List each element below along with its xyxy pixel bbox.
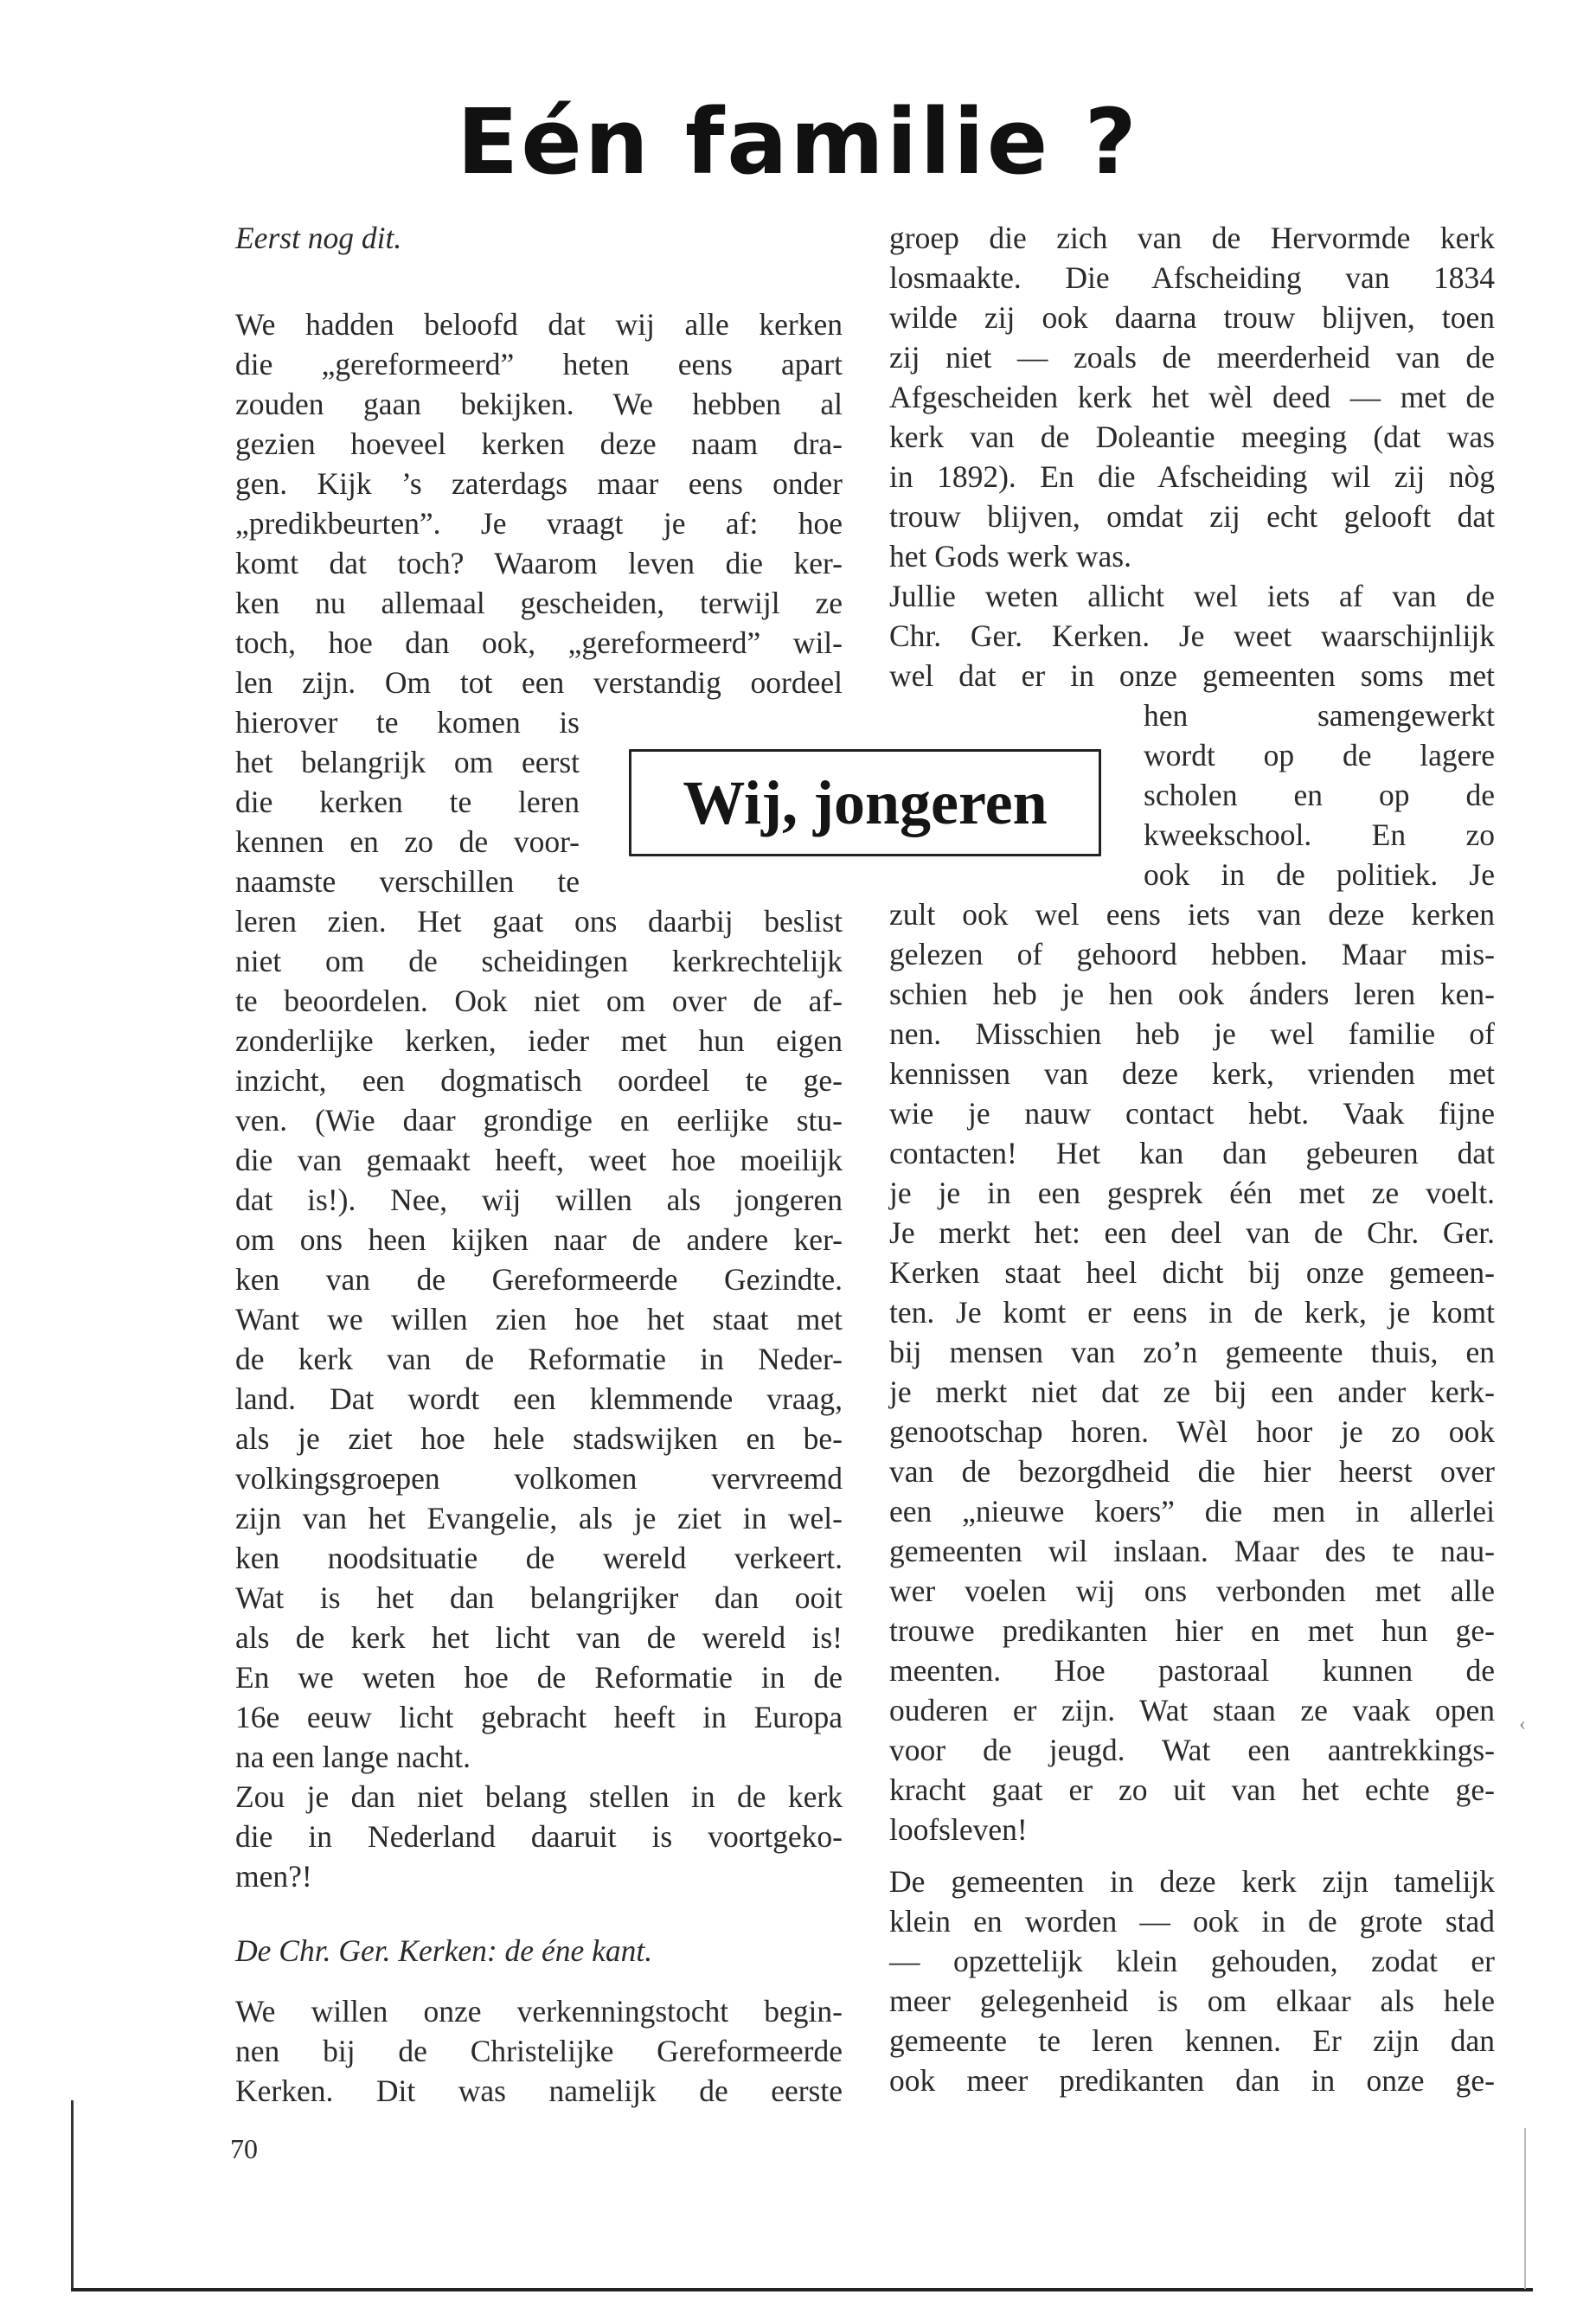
text-line: hierover te komen is xyxy=(235,705,580,740)
text-line: te beoordelen. Ook niet om over de af- xyxy=(235,984,843,1018)
text-line: dat is!). Nee, wij willen als jongeren xyxy=(235,1183,843,1217)
scan-edge-bottom xyxy=(71,2288,1533,2291)
text-line: Eerst nog dit. xyxy=(235,221,402,255)
text-line: die in Nederland daaruit is voortgeko- xyxy=(235,1819,843,1854)
text-line: ken nu allemaal gescheiden, terwijl ze xyxy=(235,586,843,620)
text-line: kracht gaat er zo uit van het echte ge- xyxy=(889,1772,1495,1807)
text-line: Afgescheiden kerk het wèl deed — met de xyxy=(889,380,1495,414)
text-line: bij mensen van zo’n gemeente thuis, en xyxy=(889,1335,1495,1369)
text-line: Wat is het dan belangrijker dan ooit xyxy=(235,1580,843,1615)
text-line: inzicht, een dogmatisch oordeel te ge- xyxy=(235,1063,843,1098)
text-line: scholen en op de xyxy=(1144,778,1495,812)
text-line: len zijn. Om tot een verstandig oordeel xyxy=(235,665,843,700)
section-box-heading: Wij, jongeren xyxy=(629,749,1101,856)
text-line: zult ook wel eens iets van deze kerken xyxy=(889,897,1495,932)
text-line: Want we willen zien hoe het staat met xyxy=(235,1302,843,1336)
text-line: ouderen er zijn. Wat staan ze vaak open xyxy=(889,1693,1495,1727)
text-line: wordt op de lagere xyxy=(1144,738,1495,772)
text-line: die van gemaakt heeft, weet hoe moeilijk xyxy=(235,1143,843,1177)
text-line: als je ziet hoe hele stadswijken en be- xyxy=(235,1421,843,1456)
text-line: voor de jeugd. Wat een aantrekkings- xyxy=(889,1733,1495,1767)
text-line: groep die zich van de Hervormde kerk xyxy=(889,221,1495,255)
text-line: gemeenten wil inslaan. Maar des te nau- xyxy=(889,1534,1495,1568)
text-line: ken van de Gereformeerde Gezindte. xyxy=(235,1262,843,1297)
page-number: 70 xyxy=(230,2133,258,2164)
text-line: Chr. Ger. Kerken. Je weet waarschijnlijk xyxy=(889,619,1495,653)
text-line: Kerken. Dit was namelijk de eerste xyxy=(235,2073,843,2108)
text-line: kennen en zo de voor- xyxy=(235,824,580,859)
text-line: wie je nauw contact hebt. Vaak fijne xyxy=(889,1096,1495,1131)
text-line: wel dat er in onze gemeenten soms met xyxy=(889,658,1495,693)
text-line: gezien hoeveel kerken deze naam dra- xyxy=(235,426,843,461)
text-line: 16e eeuw licht gebracht heeft in Europa xyxy=(235,1700,843,1734)
text-line: hen samengewerkt xyxy=(1144,698,1495,733)
text-line: ven. (Wie daar grondige en eerlijke stu- xyxy=(235,1103,843,1138)
text-line: kweekschool. En zo xyxy=(1144,817,1495,852)
text-line: zonderlijke kerken, ieder met hun eigen xyxy=(235,1023,843,1058)
text-line: een „nieuwe koers” die men in allerlei xyxy=(889,1494,1495,1529)
text-line: kennissen van deze kerk, vrienden met xyxy=(889,1056,1495,1091)
text-line: meer gelegenheid is om elkaar als hele xyxy=(889,1984,1495,2018)
text-line: zij niet — zoals de meerderheid van de xyxy=(889,340,1495,375)
text-line: trouw blijven, omdat zij echt gelooft dat xyxy=(889,499,1495,534)
text-line: Kerken staat heel dicht bij onze gemeen- xyxy=(889,1255,1495,1290)
text-line: niet om de scheidingen kerkrechtelijk xyxy=(235,944,843,978)
text-line: ook meer predikanten dan in onze ge- xyxy=(889,2063,1495,2098)
text-line: De gemeenten in deze kerk zijn tamelijk xyxy=(889,1864,1495,1899)
text-line: nen. Misschien heb je wel familie of xyxy=(889,1016,1495,1051)
text-line: toch, hoe dan ook, „gereformeerd” wil- xyxy=(235,625,843,660)
text-line: men?! xyxy=(235,1859,312,1894)
text-line: zijn van het Evangelie, als je ziet in wel- xyxy=(235,1501,843,1535)
text-line: De Chr. Ger. Kerken: de éne kant. xyxy=(235,1933,653,1968)
text-line: schien heb je hen ook ánders leren ken- xyxy=(889,977,1495,1011)
text-line: „predikbeurten”. Je vraagt je af: hoe xyxy=(235,506,843,541)
text-line: van de bezorgdheid die hier heerst over xyxy=(889,1454,1495,1489)
text-line: We hadden beloofd dat wij alle kerken xyxy=(235,307,843,342)
text-line: En we weten hoe de Reformatie in de xyxy=(235,1660,843,1695)
scan-edge-right xyxy=(1524,2128,1526,2289)
text-line: ook in de politiek. Je xyxy=(1144,857,1495,892)
text-line: om ons heen kijken naar de andere ker- xyxy=(235,1222,843,1257)
text-line: wer voelen wij ons verbonden met alle xyxy=(889,1574,1495,1608)
text-line: die „gereformeerd” heten eens apart xyxy=(235,347,843,381)
text-line: loofsleven! xyxy=(889,1812,1028,1847)
text-line: Je merkt het: een deel van de Chr. Ger. xyxy=(889,1215,1495,1250)
text-line: die kerken te leren xyxy=(235,785,580,819)
text-line: leren zien. Het gaat ons daarbij beslist xyxy=(235,904,843,939)
text-line: gemeente te leren kennen. Er zijn dan xyxy=(889,2023,1495,2058)
text-line: meenten. Hoe pastoraal kunnen de xyxy=(889,1653,1495,1688)
text-line: klein en worden — ook in de grote stad xyxy=(889,1904,1495,1939)
text-line: — opzettelijk klein gehouden, zodat er xyxy=(889,1944,1495,1978)
text-line: je merkt niet dat ze bij een ander kerk- xyxy=(889,1375,1495,1409)
text-line: komt dat toch? Waarom leven die ker- xyxy=(235,546,843,580)
text-line: volkingsgroepen volkomen vervreemd xyxy=(235,1461,843,1496)
text-line: ken noodsituatie de wereld verkeert. xyxy=(235,1541,843,1575)
text-line: in 1892). En die Afscheiding wil zij nòg xyxy=(889,459,1495,494)
text-line: het Gods werk was. xyxy=(889,539,1131,574)
stray-mark: ‹ xyxy=(1519,1713,1526,1735)
text-line: na een lange nacht. xyxy=(235,1740,471,1774)
text-line: wilde zij ook daarna trouw blijven, toen xyxy=(889,300,1495,335)
text-line: Zou je dan niet belang stellen in de kerk xyxy=(235,1779,843,1814)
text-line: ten. Je komt er eens in de kerk, je komt xyxy=(889,1295,1495,1330)
text-line: losmaakte. Die Afscheiding van 1834 xyxy=(889,260,1495,295)
text-line: Jullie weten allicht wel iets af van de xyxy=(889,579,1495,613)
text-line: contacten! Het kan dan gebeuren dat xyxy=(889,1136,1495,1170)
text-line: We willen onze verkenningstocht begin- xyxy=(235,1994,843,2029)
text-line: kerk van de Doleantie meeging (dat was xyxy=(889,420,1495,454)
text-line: gen. Kijk ’s zaterdags maar eens onder xyxy=(235,466,843,501)
text-line: gelezen of gehoord hebben. Maar mis- xyxy=(889,937,1495,971)
text-line: naamste verschillen te xyxy=(235,864,580,899)
text-line: als de kerk het licht van de wereld is! xyxy=(235,1620,843,1655)
page-title: Eén familie ? xyxy=(457,89,1139,195)
text-line: nen bij de Christelijke Gereformeerde xyxy=(235,2034,843,2068)
text-line: trouwe predikanten hier en met hun ge- xyxy=(889,1613,1495,1648)
text-line: genootschap horen. Wèl hoor je zo ook xyxy=(889,1414,1495,1449)
text-line: het belangrijk om eerst xyxy=(235,745,580,779)
text-line: land. Dat wordt een klemmende vraag, xyxy=(235,1381,843,1416)
scan-edge-left xyxy=(71,2100,74,2289)
text-line: zouden gaan bekijken. We hebben al xyxy=(235,387,843,421)
text-line: de kerk van de Reformatie in Neder- xyxy=(235,1342,843,1376)
text-line: je je in een gesprek één met ze voelt. xyxy=(889,1176,1495,1210)
